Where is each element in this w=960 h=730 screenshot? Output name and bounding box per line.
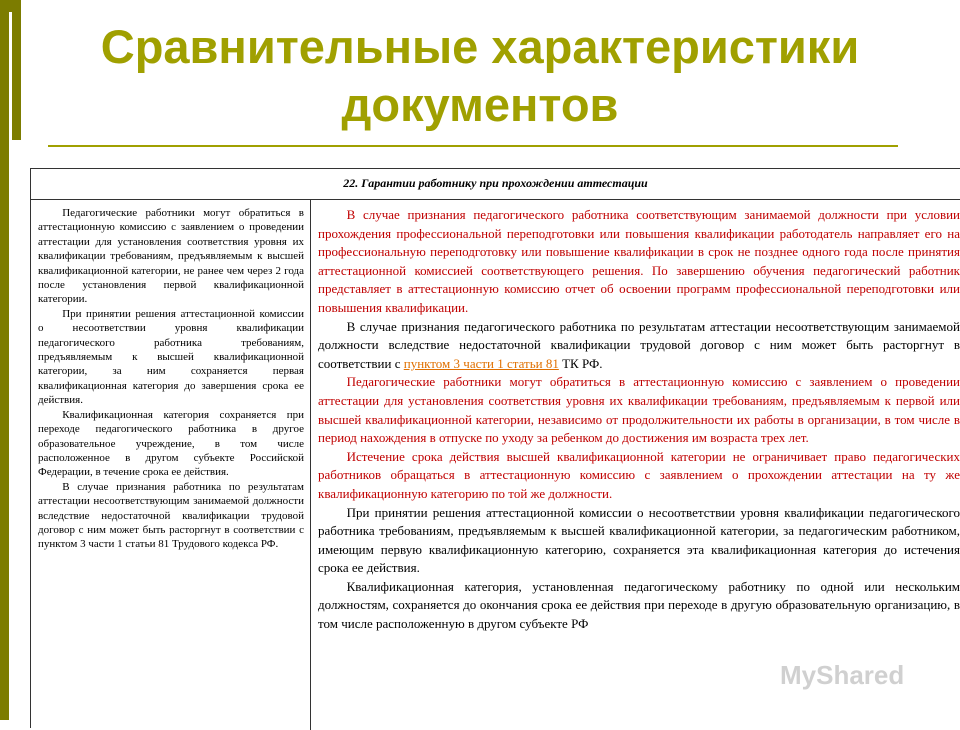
p2-text-after: ТК РФ. [558,355,603,371]
title-line-2: документов [341,78,619,131]
title-line-1: Сравнительные характеристики [100,20,860,73]
left-accent-bar-inner [12,0,21,140]
left-paragraph: В случае признания работника по результатам аттестации несоответствующим занимаемой должности вследствие недостаточной квалификации трудовой договор с ним может быть расторгнут в соответствии с пунктом 3 части 1 статьи 81 Трудового кодекса РФ. [38,480,304,551]
right-paragraph-3: Педагогические работники могут обратиться в аттестационную комиссию с заявлением о проведении аттестации для установления соответствия уровня их квалификации требованиям, предъявляемым к первой или высшей квалификационной категории, независимо от продолжительности их работы в организации, в том числе в период нахождения в отпуске по уходу за ребенком до достижения им возраста трех лет. [318,374,960,446]
left-paragraph: Педагогические работники могут обратиться в аттестационную комиссию с заявлением о проведении аттестации для установления соответствия уровня их квалификации требованиям, предъявляемым к высшей квалификационной категории, не ранее чем через 2 года после установления первой квалификационной категории. [38,207,304,306]
right-paragraph-4: Истечение срока действия высшей квалификационной категории не ограничивает право педагогических работников обращаться в аттестационную комиссию с заявлением о прохождении аттестации на ту же квалификационную категорию по той же должности. [318,448,960,501]
left-column [31,200,311,730]
table-header: 22. Гарантии работнику при прохождении аттестации [31,169,960,200]
left-accent-bar [0,0,9,720]
title-underline [48,145,898,147]
right-paragraph-6: Квалификационная категория, установленная педагогическому работнику по одной или нескольким должностям, сохраняется до окончания срока ее действия при переходе в другую образовательную организацию, в том числе расположенную в другом субъекте РФ [318,578,960,632]
law-article-link[interactable]: пунктом 3 части 1 статьи 81 [403,355,559,371]
right-column [311,200,960,730]
comparison-table [30,168,960,728]
right-paragraph-5: При принятии решения аттестационной комиссии о несоответствии уровня квалификации педагогического работника требованиям, предъявляемым к высшей квалификационной категории, за педагогическим работником, имеющим первую квалификационную категорию, сохраняется эта квалификационная категория до истечения срока ее действия. [318,504,960,576]
right-paragraph-2 [318,318,960,374]
p2-text-before: В случае признания педагогического работника по результатам аттестации несоответствующим занимаемой должности вследствие недостаточной квалификации трудовой договор с ним может быть расторгнут в соответствии с [318,318,960,371]
watermark-logo: MyShared [780,660,905,690]
left-paragraph: Квалификационная категория сохраняется при переходе педагогического работника в другое образовательное учреждение, в том числе расположенное в другом субъекте Российской Федерации, в течение срока ее действия. [38,408,304,479]
left-paragraph: При принятии решения аттестационной комиссии о несоответствии уровня квалификации педагогического работника требованиям, предъявляемым к высшей квалификационной категории, за ним сохраняется первая квалификационная категория до завершения срока ее действия. [38,307,304,407]
right-paragraph-1: В случае признания педагогического работника соответствующим занимаемой должности при условии прохождения профессиональной переподготовки или повышения квалификации работодатель направляет его на профессиональную переподготовку или повышение квалификации в срок не позднее одного года после принятия аттестационной комиссией соответствующего решения. По завершению обучения педагогический работник представляет в аттестационную комиссию отчет об освоении программ профессиональной переподготовки или повышения квалификации. [318,207,960,315]
slide-title [40,18,920,134]
